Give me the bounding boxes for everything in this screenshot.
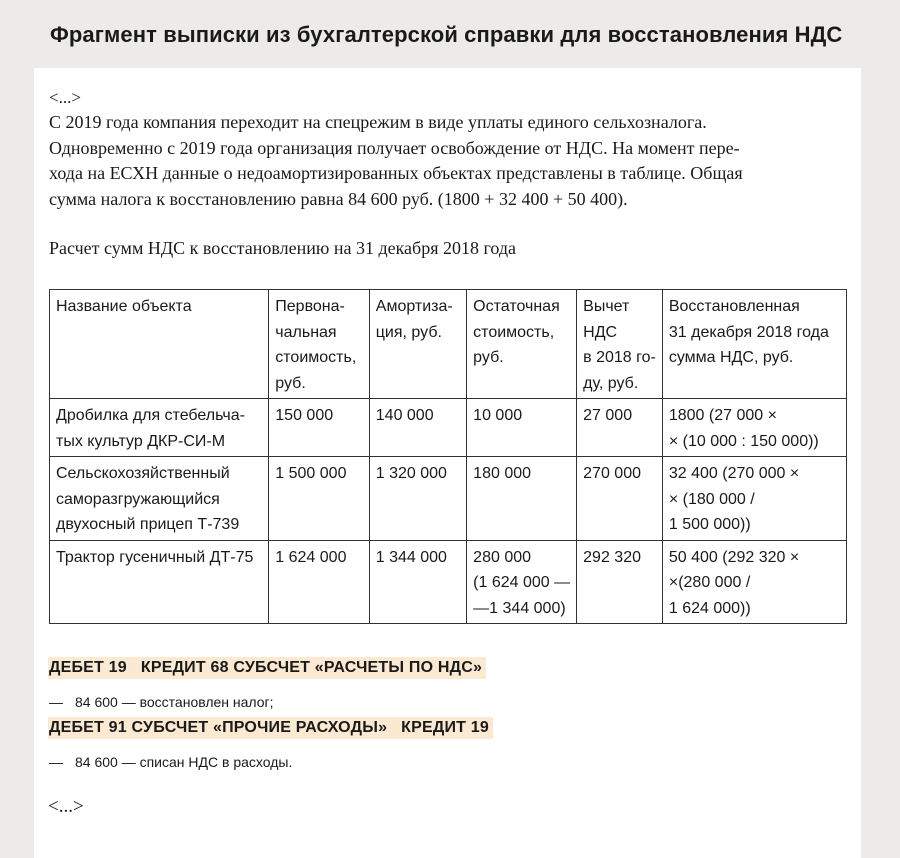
entry-text: 84 600 — списан НДС в расходы. (75, 754, 293, 770)
cell-initial-cost: 150 000 (269, 399, 369, 457)
dash: — (49, 694, 63, 710)
entry-credit-label: КРЕДИТ 68 СУБСЧЕТ «РАСЧЕТЫ ПО НДС» (140, 659, 483, 676)
paragraph-line: С 2019 года компания переходит на спецрежим в виде уплаты единого сельхозналога. (49, 112, 707, 132)
cell-vat-deduction: 292 320 (577, 540, 663, 624)
entry-line-vat-expense (49, 754, 292, 770)
cell-depreciation: 140 000 (369, 399, 466, 457)
entry-text: 84 600 — восстановлен налог; (75, 694, 274, 710)
intro-paragraph (49, 110, 849, 212)
ellipsis-top: <...> (49, 88, 81, 107)
cell-residual-value: 280 000 (1 624 000 — —1 344 000) (467, 540, 577, 624)
cell-object-name: Дробилка для стебельча- тых культур ДКР-СИ-М (50, 399, 269, 457)
page-title: Фрагмент выписки из бухгалтерской справки для восстановления НДС (50, 22, 843, 47)
cell-object-name: Сельскохозяйственный саморазгружающийся двухосный прицеп Т-739 (50, 457, 269, 541)
table-caption: Расчет сумм НДС к восстановлению на 31 декабря 2018 года (49, 238, 517, 258)
entry-debit-label: ДЕБЕТ 19 (49, 659, 127, 676)
paragraph-line: Одновременно с 2019 года организация получает освобождение от НДС. На момент пере- (49, 137, 740, 158)
table-header-row (50, 290, 847, 399)
header-vat-deduction: Вычет НДС в 2018 го- ду, руб. (577, 290, 663, 399)
ellipsis-bottom: <...> (48, 796, 84, 817)
cell-depreciation: 1 320 000 (369, 457, 466, 541)
dash: — (49, 754, 63, 770)
entry-heading-debit-91 (48, 717, 493, 739)
entry-heading-debit-19 (48, 657, 486, 679)
cell-restored-vat: 1800 (27 000 × × (10 000 : 150 000)) (662, 399, 846, 457)
header-object-name: Название объекта (50, 290, 269, 399)
entry-credit-label: КРЕДИТ 19 (401, 719, 489, 736)
cell-residual-value: 10 000 (467, 399, 577, 457)
table-row (50, 457, 847, 541)
cell-restored-vat: 50 400 (292 320 × ×(280 000 / 1 624 000)) (662, 540, 846, 624)
cell-restored-vat: 32 400 (270 000 × × (180 000 / 1 500 000)) (662, 457, 846, 541)
header-residual-value: Остаточная стоимость, руб. (467, 290, 577, 399)
entry-line-restored-tax (49, 694, 274, 710)
document-card (34, 68, 861, 858)
table-row (50, 540, 847, 624)
header-depreciation: Амортиза- ция, руб. (369, 290, 466, 399)
header-initial-cost: Первона- чальная стоимость, руб. (269, 290, 369, 399)
cell-vat-deduction: 27 000 (577, 399, 663, 457)
vat-table (49, 289, 847, 624)
cell-vat-deduction: 270 000 (577, 457, 663, 541)
cell-residual-value: 180 000 (467, 457, 577, 541)
table-row (50, 399, 847, 457)
cell-object-name: Трактор гусеничный ДТ-75 (50, 540, 269, 624)
cell-initial-cost: 1 624 000 (269, 540, 369, 624)
entry-debit-label: ДЕБЕТ 91 СУБСЧЕТ «ПРОЧИЕ РАСХОДЫ» (49, 719, 388, 736)
header-restored-vat: Восстановленная 31 декабря 2018 года сумма НДС, руб. (662, 290, 846, 399)
cell-initial-cost: 1 500 000 (269, 457, 369, 541)
paragraph-line: хода на ЕСХН данные о недоамортизированных объектах представлены в таблице. Общая (49, 163, 743, 183)
paragraph-line: сумма налога к восстановлению равна 84 600 руб. (1800 + 32 400 + 50 400). (49, 188, 628, 209)
cell-depreciation: 1 344 000 (369, 540, 466, 624)
